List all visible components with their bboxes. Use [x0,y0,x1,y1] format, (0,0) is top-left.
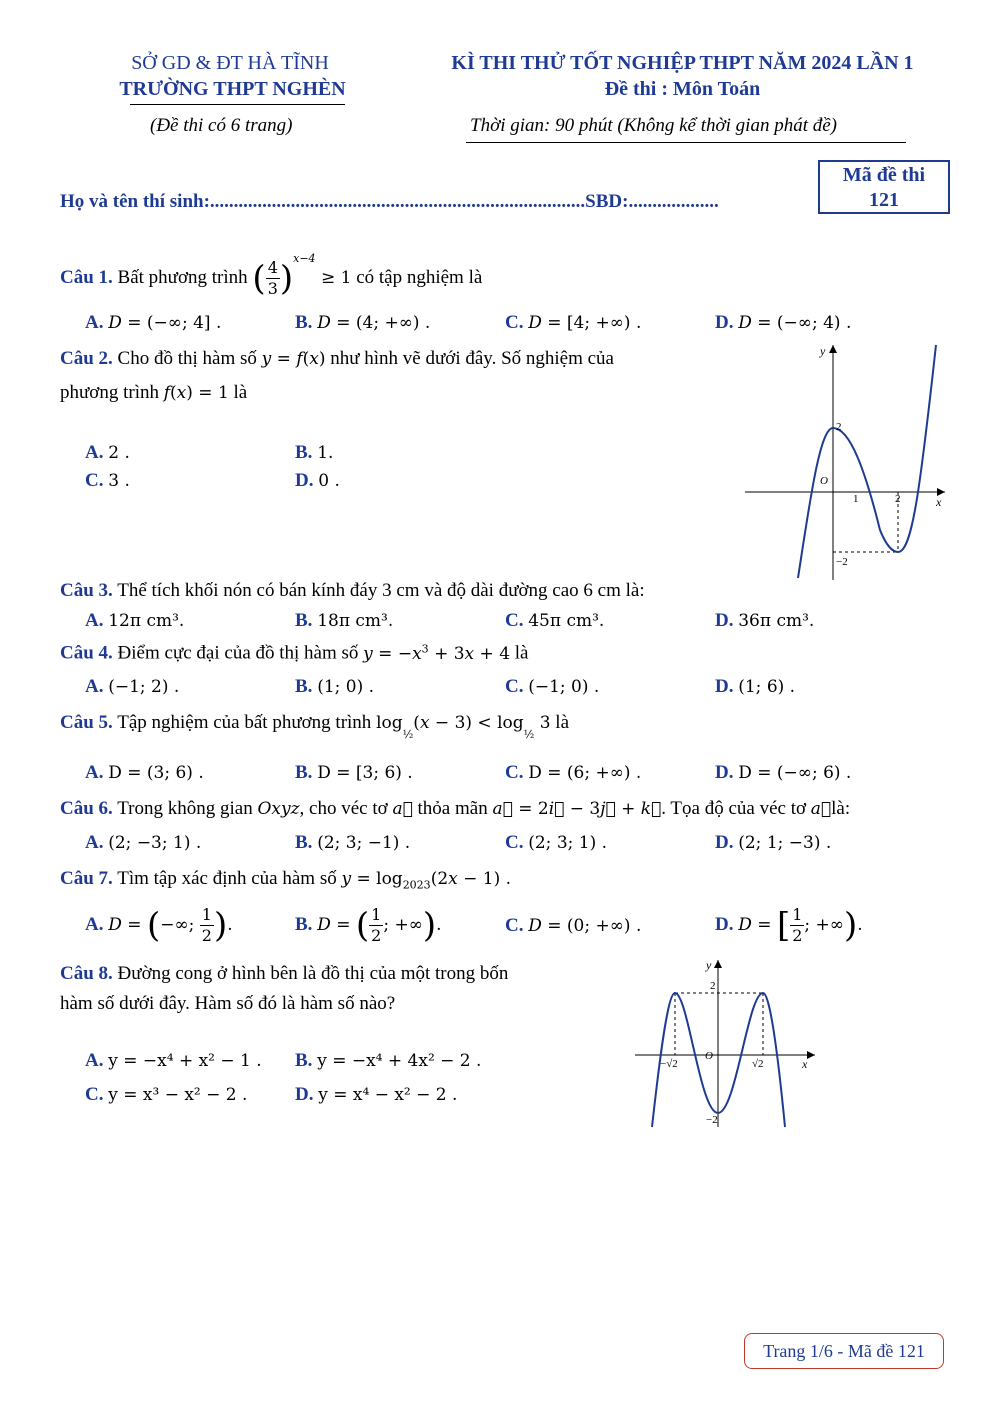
exam-code: 121 [869,189,899,211]
g1-tick-2x: 2 [895,493,901,505]
exam-code-box [818,160,950,214]
q3-option-a[interactable]: A. 12π cm³. [85,610,185,631]
g2-tick-sqrt2: √2 [752,1058,764,1070]
question-1 [60,252,483,299]
quartic-graph [630,955,820,1130]
q6-option-a[interactable]: A. (2; −3; 1) . [85,832,202,853]
g2-tick-msqrt2: −√2 [660,1058,678,1070]
g1-tick-m2y: −2 [836,556,848,568]
g2-tick-2y: 2 [710,980,716,992]
q2-option-c[interactable]: C. 3 . [85,470,130,491]
question-8: Câu 8. Đường cong ở hình bên là đồ thị của một trong bốn [60,963,509,984]
q3-option-d[interactable]: D. 36π cm³. [715,610,815,631]
q5-option-b[interactable]: B. D = [3; 6) . [295,762,413,783]
g1-x-label: x [936,495,942,509]
exam-code-label: Mã đề thi [842,164,926,186]
q6-option-b[interactable]: B. (2; 3; −1) . [295,832,411,853]
school-name: TRƯỜNG THPT NGHÈN [119,78,346,100]
question-7: Câu 7. Tìm tập xác định của hàm số $y = \log_{2023}(2x - 1)$ . [60,868,512,892]
q8-option-a[interactable]: A. y = −x⁴ + x² − 1 . [85,1050,262,1071]
q8-option-b[interactable]: B. y = −x⁴ + 4x² − 2 . [295,1050,482,1071]
q2-option-b[interactable]: B. 1. [295,442,334,463]
q4-option-a[interactable]: A. (−1; 2) . [85,676,180,697]
school-underline [130,104,345,105]
q5-option-d[interactable]: D. D = (−∞; 6) . [715,762,852,783]
q1-option-c[interactable]: C. D = [4; +∞) . [505,312,642,333]
department-name: SỞ GD & ĐT HÀ TĨNH [131,52,329,74]
q3-option-b[interactable]: B. 18π cm³. [295,610,394,631]
question-3: Câu 3. Thể tích khối nón có bán kính đáy 3 cm và độ dài đường cao 6 cm là: [60,580,645,601]
question-text: Bất phương trình [117,267,248,288]
g1-y-label: y [820,344,826,358]
time-underline [466,142,906,143]
exam-title: KÌ THI THỬ TỐT NGHIỆP THPT NĂM 2024 LẦN 1 [451,52,914,74]
question-label: Câu 1. [60,267,113,288]
question-2-line-2: phương trình f(x) = 1 là [60,382,248,403]
cubic-graph [740,340,950,585]
question-5: Câu 5. Tập nghiệm của bất phương trình $\log_{\frac{1}{2}}(x - 3) < \log_{\frac{1}{2}} 3$ là [60,712,570,742]
math-expression: ( $\frac{4}{3}$ )$^{x-4}$ ≥ 1 [252,252,352,299]
q1-option-d[interactable]: D. D = (−∞; 4) . [715,312,852,333]
g2-tick-m2y: −2 [706,1114,718,1126]
q4-option-c[interactable]: C. (−1; 0) . [505,676,600,697]
q2-option-d[interactable]: D. 0 . [295,470,340,491]
question-text-2: có tập nghiệm là [356,267,483,288]
question-8-line-2: hàm số dưới đây. Hàm số đó là hàm số nào? [60,993,396,1014]
q1-option-b[interactable]: B. D = (4; +∞) . [295,312,431,333]
page-count-note: (Đề thi có 6 trang) [150,115,293,136]
g2-x-label: x [802,1057,808,1071]
q6-option-c[interactable]: C. (2; 3; 1) . [505,832,608,853]
q1-option-a[interactable]: A. D = (−∞; 4] . [85,312,222,333]
page-footer: Trang 1/6 - Mã đề 121 [744,1333,944,1369]
candidate-line: Họ và tên thí sinh:...............................................................................SBD:................... [60,191,719,212]
question-2: Câu 2. Cho đồ thị hàm số y = f(x) như hình vẽ dưới đây. Số nghiệm của [60,348,614,369]
q2-option-a[interactable]: A. 2 . [85,442,130,463]
q7-option-c[interactable]: C. D = (0; +∞) . [505,915,642,936]
q5-option-a[interactable]: A. D = (3; 6) . [85,762,204,783]
exam-subject: Đề thi : Môn Toán [604,78,761,100]
q7-option-d[interactable]: D. D = [ $\frac{1}{2}$ ; +∞). [715,905,863,946]
q5-option-c[interactable]: C. D = (6; +∞) . [505,762,642,783]
q7-option-b[interactable]: B. D = ( $\frac{1}{2}$ ; +∞). [295,905,442,946]
q7-option-a[interactable]: A. D = (−∞; $\frac{1}{2}$ ). [85,905,233,946]
g1-tick-1x: 1 [853,493,859,505]
g2-y-label: y [706,958,712,972]
question-4: Câu 4. Điểm cực đại của đồ thị hàm số $y = -x^3 + 3x + 4$ là [60,642,529,664]
q8-option-c[interactable]: C. y = x³ − x² − 2 . [85,1084,248,1105]
q8-option-d[interactable]: D. y = x⁴ − x² − 2 . [295,1084,458,1105]
q3-option-c[interactable]: C. 45π cm³. [505,610,605,631]
g2-origin: O [705,1050,713,1062]
g1-origin: O [820,475,828,487]
q6-option-d[interactable]: D. (2; 1; −3) . [715,832,832,853]
g1-tick-2y: 2 [836,421,842,433]
exam-time: Thời gian: 90 phút (Không kể thời gian phát đề) [470,115,838,136]
q4-option-b[interactable]: B. (1; 0) . [295,676,375,697]
question-6: Câu 6. Trong không gian Oxyz, cho véc tơ a⃗ thỏa mãn a⃗ = 2i⃗ − 3j⃗ + k⃗. Tọa độ của véc tơ a⃗là: [60,798,851,819]
q4-option-d[interactable]: D. (1; 6) . [715,676,796,697]
